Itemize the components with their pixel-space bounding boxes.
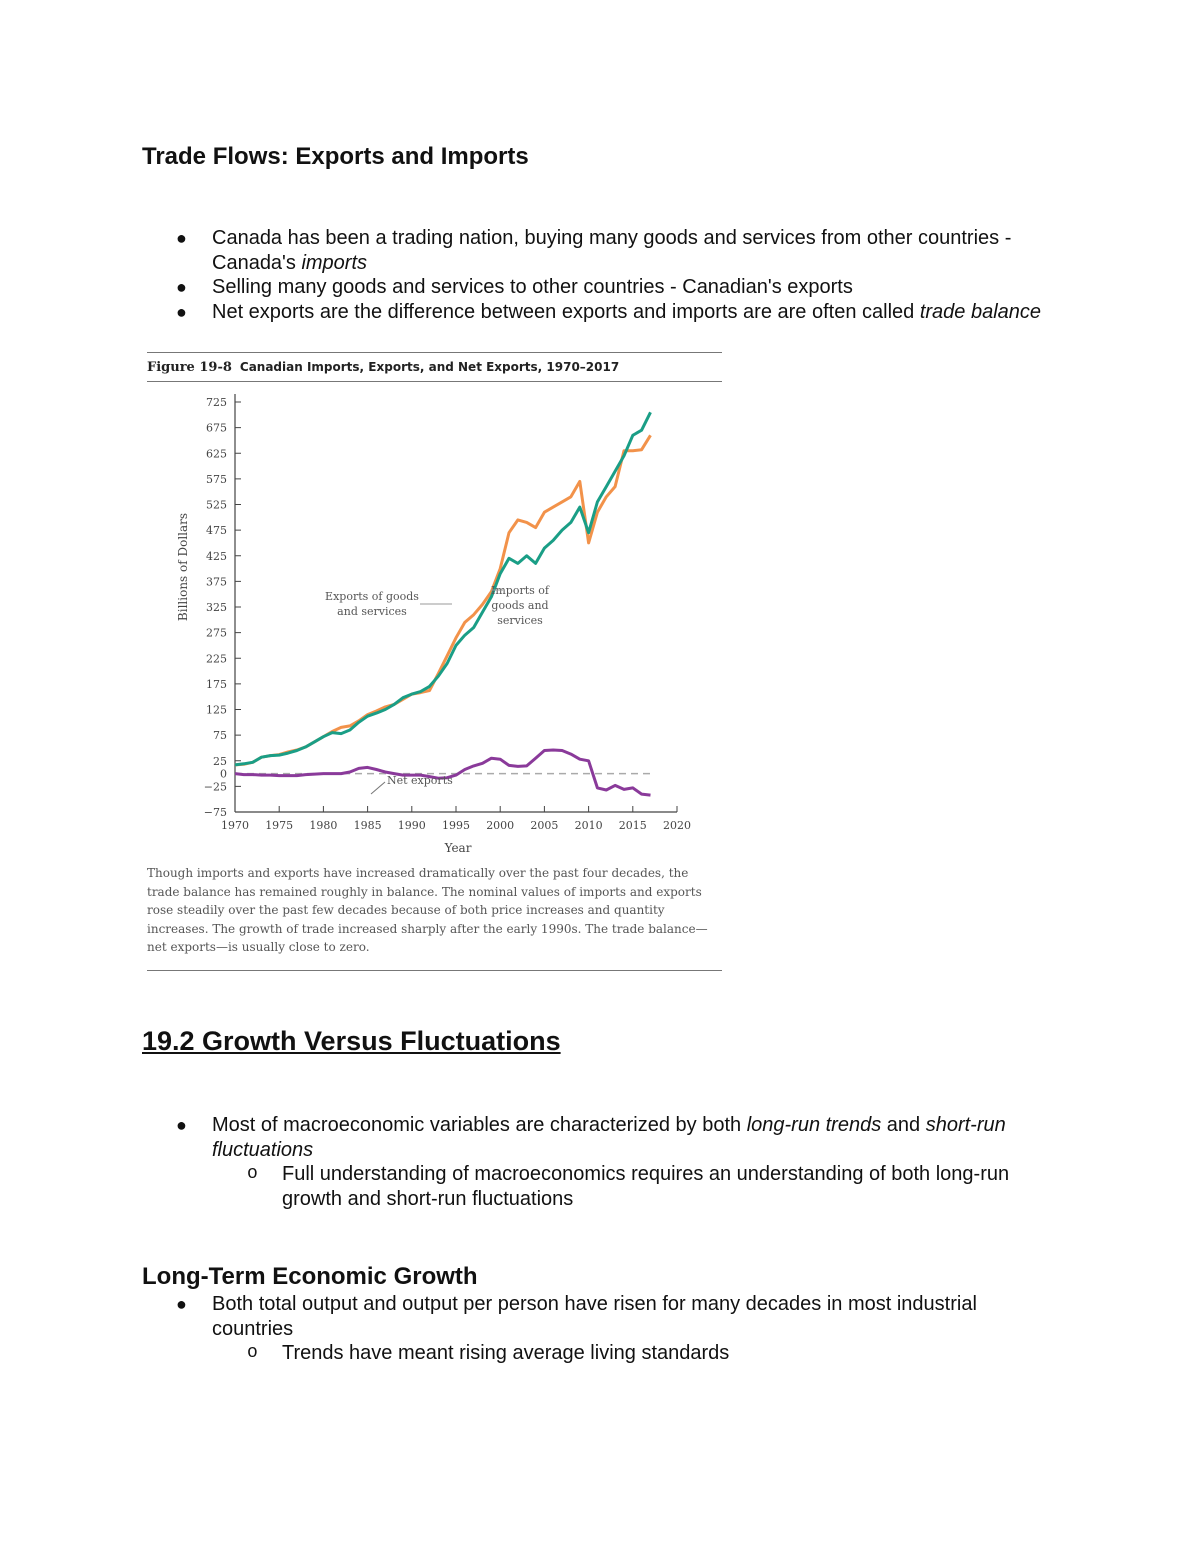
section-heading-trade-flows: Trade Flows: Exports and Imports [142, 143, 529, 170]
hollow-bullet-icon: o [247, 1164, 258, 1184]
list-item: ● Most of macroeconomic variables are characterized by both long-run trends and short-run fluctuations o Full understanding of macroeconomics requires an understanding of both long-run growth and short-run fluctuations [142, 1113, 1042, 1211]
y-tick-label: −25 [203, 780, 227, 794]
trade-chart [147, 388, 722, 888]
y-tick-label: 325 [206, 601, 227, 614]
y-tick-label: 525 [206, 498, 227, 512]
y-tick-label: 375 [206, 575, 227, 589]
y-tick-label: 675 [206, 421, 227, 435]
figure-bottom-rule [147, 970, 722, 971]
net-exports-leader-line [371, 782, 385, 794]
x-tick-label: 2005 [530, 819, 559, 832]
growth-bullet-list [142, 1113, 1042, 1211]
y-tick-label: 625 [206, 447, 227, 461]
bullet-icon: ● [176, 228, 187, 248]
figure-title-text: Canadian Imports, Exports, and Net Exports, 1970–2017 [239, 360, 620, 374]
y-tick-label: 75 [213, 729, 227, 743]
bullet-icon: ● [176, 277, 187, 297]
section-heading-long-term-growth: Long-Term Economic Growth [142, 1263, 478, 1290]
imports-line [235, 435, 651, 765]
sub-list-item: o Trends have meant rising average living standards [247, 1342, 730, 1364]
y-axis-label: Billions of Dollars [176, 512, 190, 622]
list-item: ● Both total output and output per person have risen for many decades in most industrial countries o Trends have meant rising average living standards [142, 1292, 1042, 1366]
x-tick-label: 1990 [397, 819, 426, 832]
exports-annotation: Exports of goods and services [325, 590, 419, 618]
y-tick-label: 25 [213, 754, 227, 768]
y-tick-label: 725 [206, 396, 227, 409]
long-term-bullet-list [142, 1292, 1042, 1366]
figure-label: Figure 19-8 [147, 360, 232, 375]
sub-list [212, 1162, 1042, 1211]
x-axis-label: Year [444, 841, 472, 855]
x-tick-label: 1980 [309, 819, 338, 832]
x-tick-label: 2010 [574, 819, 603, 832]
figure-top-rule [147, 352, 722, 353]
trade-flows-bullet-list [142, 226, 1042, 324]
x-tick-label: 1995 [442, 819, 470, 832]
exports-line [235, 412, 651, 765]
x-tick-label: 2015 [618, 819, 647, 832]
net-exports-line [235, 750, 651, 795]
x-tick-label: 2020 [663, 819, 691, 832]
section-heading-growth-vs-fluctuations: 19.2 Growth Versus Fluctuations [142, 1026, 561, 1056]
figure-caption: Though imports and exports have increased dramatically over the past four decades, the trade balance has remained roughly in balance. The nominal values of imports and exports rose steadily over the past few decades because of both price increases and quantity increases. The growth of trade increased sharply after the early 1990s. The trade balance—net exports—is usually close to zero. [147, 866, 708, 954]
list-item: ● Selling many goods and services to other countries - Canadian's exports [176, 276, 853, 298]
x-tick-label: 1975 [265, 819, 294, 832]
x-tick-label: 1985 [353, 819, 382, 832]
figure-title [147, 360, 619, 375]
y-tick-label: 275 [206, 626, 227, 640]
bullet-icon: ● [176, 301, 187, 322]
y-tick-label: −75 [203, 806, 227, 819]
y-tick-label: 225 [206, 652, 227, 666]
bullet-icon: ● [176, 1115, 187, 1135]
y-tick-label: 125 [206, 703, 227, 717]
list-item: ● Net exports are the difference between exports and imports are are often called trade balance [176, 300, 1042, 323]
x-tick-label: 1970 [221, 819, 249, 832]
figure-19-8 [147, 352, 722, 974]
bullet-icon: ● [176, 1294, 187, 1314]
y-tick-label: 475 [206, 524, 227, 538]
list-item: ● Canada has been a trading nation, buying many goods and services from other countries - Canada's imports [176, 227, 1012, 274]
y-tick-label: 425 [206, 549, 227, 563]
figure-title-rule [147, 381, 722, 382]
sub-list-item: o Full understanding of macroeconomics requires an understanding of both long-run growth and short-run fluctuations [247, 1163, 1010, 1210]
y-tick-label: 0 [220, 767, 227, 781]
imports-annotation: Imports of goods and services [491, 584, 549, 627]
y-tick-label: 175 [206, 677, 227, 691]
x-tick-label: 2000 [486, 819, 515, 832]
sub-list [212, 1341, 1042, 1366]
hollow-bullet-icon: o [247, 1343, 258, 1363]
net-exports-annotation: Net exports [387, 774, 453, 787]
y-tick-label: 575 [206, 472, 227, 486]
